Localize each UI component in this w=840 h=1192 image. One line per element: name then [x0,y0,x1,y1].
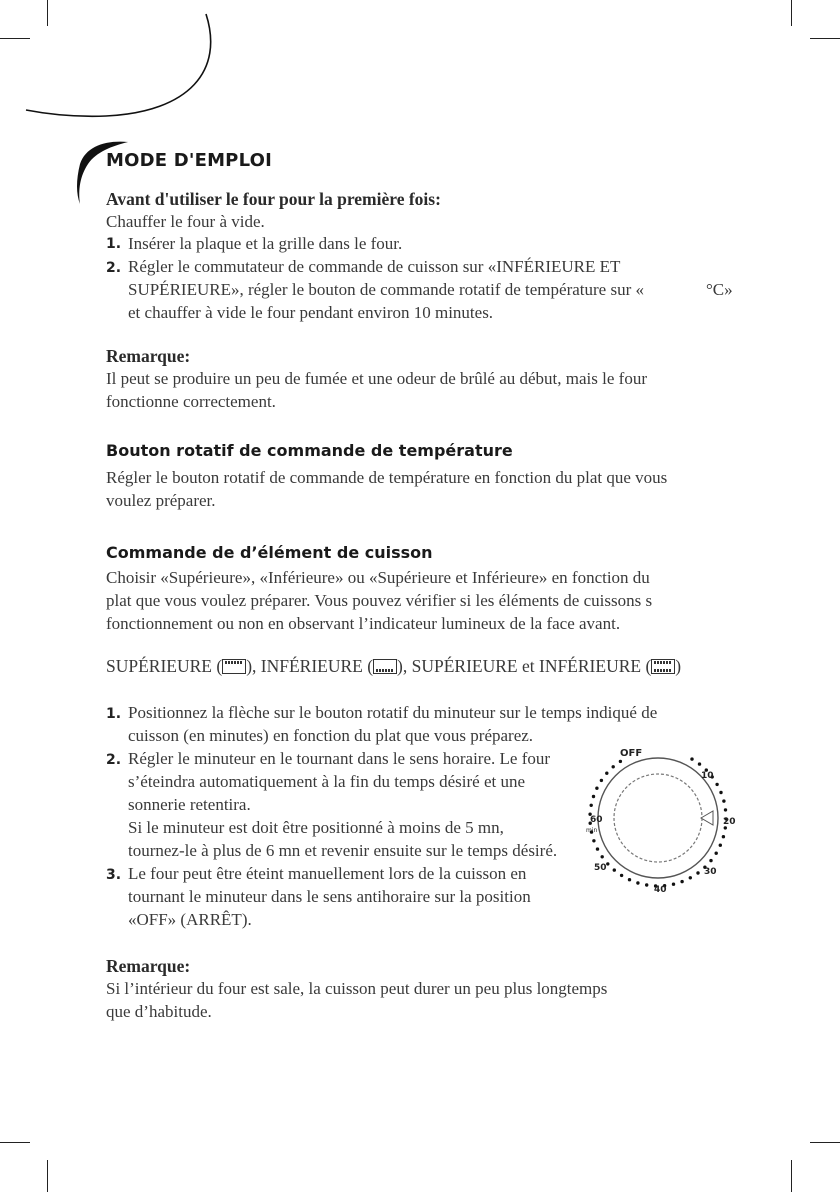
dial-outer-ring [598,758,718,878]
dial-tick [592,795,595,798]
dial-tick [595,787,598,790]
section-text: voulez préparer. [106,491,216,510]
dial-label-unit: min [586,827,598,834]
dial-tick [724,808,727,811]
dial-tick [628,878,631,881]
mode-end: ) [675,656,682,676]
dial-tick [689,876,692,879]
step-number: 2. [106,752,122,768]
remark-text: fonctionne correctement. [106,392,276,411]
dial-tick [715,852,718,855]
dial-tick [590,804,593,807]
dial-label-60: 60 [590,815,603,825]
step-text: Régler le minuteur en le tournant dans le sens horaire. Le four [128,749,551,768]
remark-title: Remarque: [106,956,191,976]
dial-tick [620,874,623,877]
dial-tick [680,880,683,883]
intro-lead: Chauffer le four à vide. [106,212,265,231]
section-text: Régler le bouton rotatif de commande de température en fonction du plat que vous [106,468,668,487]
section-title-element: Commande de d’élément de cuisson [106,543,433,562]
dial-tick [698,762,701,765]
dial-label-20: 20 [723,817,736,827]
dial-tick [719,791,722,794]
step-text: s’éteindra automatiquement à la fin du temps désiré et une [128,772,526,791]
crop-mark [47,1160,48,1192]
dial-tick [600,779,603,782]
remark-text: Si l’intérieur du four est sale, la cuisson peut durer un peu plus longtemps [106,979,608,998]
mode-both-label: ), SUPÉRIEURE et INFÉRIEURE ( [397,656,652,676]
dial-tick [606,862,609,865]
step-text: et chauffer à vide le four pendant environ 10 minutes. [128,303,494,322]
mode-line [106,656,681,677]
decorative-swoosh-top [0,0,260,130]
step-text: Insérer la plaque et la grille dans le four. [128,234,403,253]
upper-heating-icon [222,659,246,674]
step-text: cuisson (en minutes) en fonction du plat que vous préparez. [128,726,534,745]
mode-upper-label: SUPÉRIEURE ( [106,656,223,676]
upper-lower-heating-icon [651,659,675,674]
step-text: Positionnez la flèche sur le bouton rotatif du minuteur sur le temps indiqué de [128,703,658,722]
dial-tick [696,871,699,874]
section-text: Choisir «Supérieure», «Inférieure» ou «Supérieure et Inférieure» en fonction du [106,568,650,587]
dial-tick [612,765,615,768]
crop-mark [810,38,840,39]
crop-mark [810,1142,840,1143]
dial-tick [645,883,648,886]
timer-dial-illustration [580,740,740,900]
section-text: plat que vous voulez préparer. Vous pouvez vérifier si les éléments de cuissons s [106,591,653,610]
step-text: Si le minuteur est doit être positionné à moins de 5 mn, [128,818,504,837]
dial-pointer-icon [701,811,713,825]
dial-label-40: 40 [654,885,667,895]
temp-unit: °C» [706,280,733,299]
intro-title: Avant d'utiliser le four pour la première fois: [106,189,441,209]
dial-label-50: 50 [594,863,607,873]
mode-lower-label: ), INFÉRIEURE ( [246,656,374,676]
dial-tick [601,855,604,858]
dial-tick [605,772,608,775]
dial-label-10: 10 [701,771,714,781]
dial-tick [636,881,639,884]
dial-tick [719,844,722,847]
remark-text: que d’habitude. [106,1002,212,1021]
dial-tick [709,859,712,862]
step-number: 3. [106,867,122,883]
remark-title: Remarque: [106,346,191,366]
section-title-temperature: Bouton rotatif de commande de température [106,441,513,460]
step-text: Régler le commutateur de commande de cuisson sur «INFÉRIEURE ET [128,257,621,276]
dial-tick [596,847,599,850]
crop-mark [791,1160,792,1192]
dial-tick [592,839,595,842]
dial-tick [690,757,693,760]
step-number: 1. [106,706,122,722]
dial-tick [619,760,622,763]
step-text: Le four peut être éteint manuellement lors de la cuisson en [128,864,527,883]
section-text: fonctionnement ou non en observant l’indicateur lumineux de la face avant. [106,614,621,633]
crop-mark [0,1142,30,1143]
dial-tick [722,799,725,802]
remark-text: Il peut se produire un peu de fumée et une odeur de brûlé au début, mais le four [106,369,647,388]
dial-label-off: OFF [620,748,643,759]
step-number: 2. [106,260,122,276]
step-text: «OFF» (ARRÊT). [128,910,252,929]
dial-tick [613,868,616,871]
crop-mark [791,0,792,26]
dial-label-30: 30 [704,867,717,877]
step-text: sonnerie retentira. [128,795,251,814]
dial-tick [715,783,718,786]
dial-tick [672,883,675,886]
step-text: SUPÉRIEURE», régler le bouton de commande rotatif de température sur « [128,280,644,299]
dial-inner-knob [614,774,702,862]
step-text: tournez-le à plus de 6 mn et revenir ensuite sur le temps désiré. [128,841,558,860]
step-text: tournant le minuteur dans le sens antihoraire sur la position [128,887,531,906]
lower-heating-icon [373,659,397,674]
page-title: MODE D'EMPLOI [106,150,272,171]
dial-tick [722,835,725,838]
step-number: 1. [106,236,122,252]
